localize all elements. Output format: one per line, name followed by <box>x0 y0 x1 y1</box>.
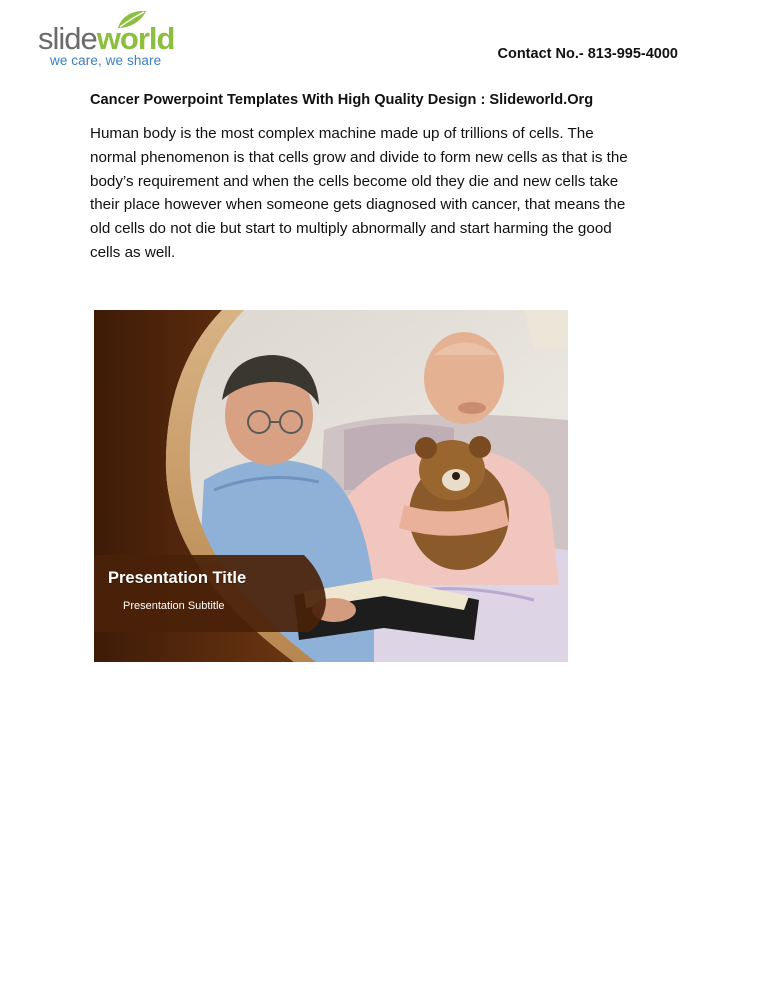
logo-word-slide: slide <box>38 21 97 56</box>
body-line: normal phenomenon is that cells grow and divide to form new cells as that is the <box>90 148 628 166</box>
body-line: cells as well. <box>90 243 176 261</box>
slide-presentation-title: Presentation Title <box>108 569 247 587</box>
body-line: their place however when someone gets diagnosed with cancer, that means the <box>90 196 626 214</box>
slideworld-logo[interactable] <box>36 8 176 70</box>
slide-presentation-subtitle: Presentation Subtitle <box>123 600 225 612</box>
logo-wordmark <box>38 22 174 56</box>
body-paragraph <box>90 122 690 265</box>
logo-tagline: we care, we share <box>50 53 162 68</box>
body-line: old cells do not die but start to multiply abnormally and start harming the good <box>90 220 612 238</box>
contact-number: Contact No.- 813-995-4000 <box>497 46 678 62</box>
document-title: Cancer Powerpoint Templates With High Quality Design : Slideworld.Org <box>90 92 594 108</box>
body-line: body’s requirement and when the cells become old they die and new cells take <box>90 172 619 190</box>
body-line: Human body is the most complex machine made up of trillions of cells. The <box>90 125 594 142</box>
logo-word-world: world <box>96 21 175 56</box>
slide-template-preview <box>94 310 568 662</box>
